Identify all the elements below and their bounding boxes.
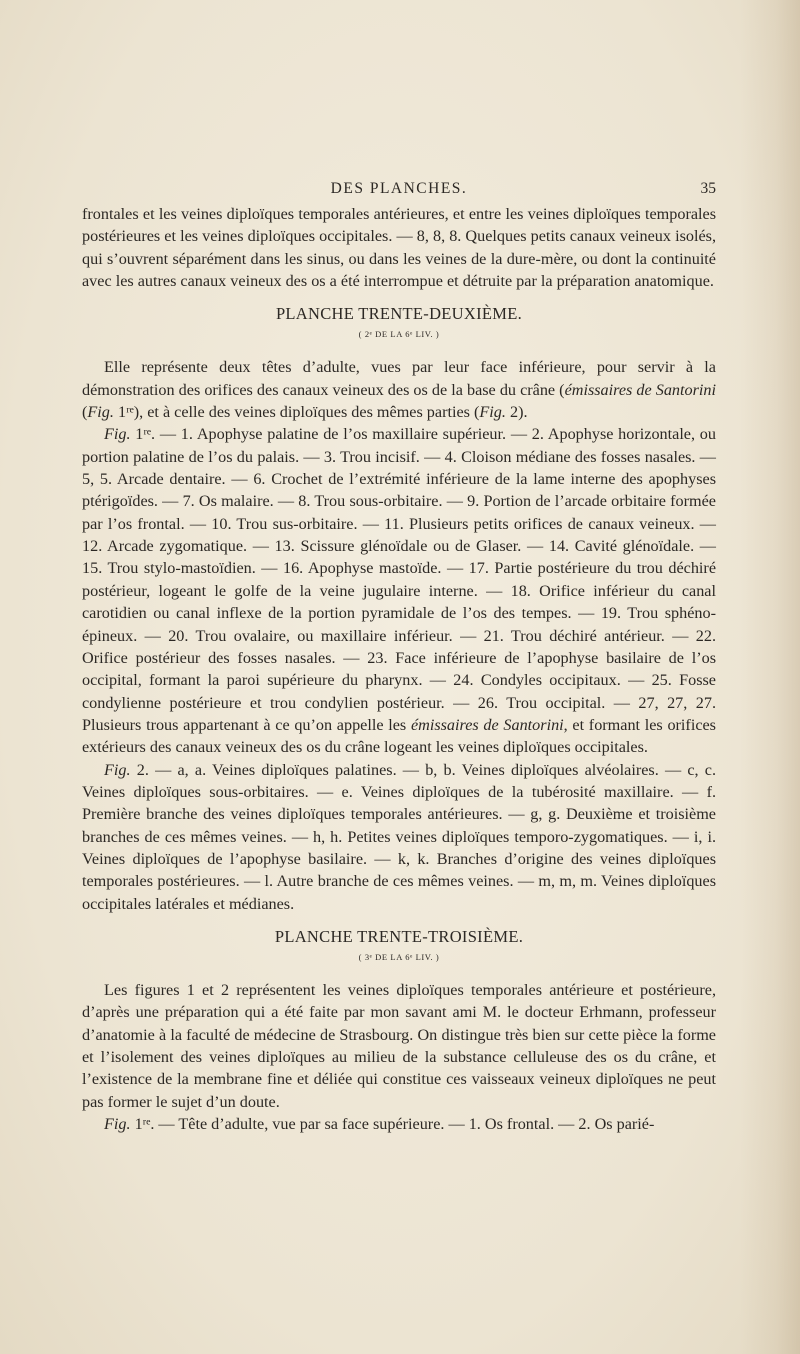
plate-33-heading: PLANCHE TRENTE-TROISIÈME. bbox=[274, 926, 524, 946]
plate-32-subnote: ( 2ᵉ DE LA 6ᵉ LIV. ) bbox=[358, 329, 440, 340]
text-run: 2). bbox=[505, 403, 528, 422]
text-run: Elle représente deux têtes d’adulte, vues par leur face inférieure, pour servir à la démonstration des orifices des canaux veineux des os de la base du crâne ( bbox=[82, 358, 716, 399]
page-number: 35 bbox=[700, 180, 716, 197]
fig-label: Fig. bbox=[479, 403, 506, 422]
text-run: 1ʳᵉ), et à celle des veines diploïques des mêmes parties ( bbox=[113, 403, 480, 422]
fig-label: Fig. bbox=[104, 1115, 131, 1134]
running-header bbox=[82, 178, 716, 200]
plate-32-fig2-legend bbox=[82, 759, 716, 915]
plate-33-description: Les figures 1 et 2 représentent les veines diploïques temporales antérieure et postérieure, d’après une préparation qui a été faite par mon savant ami M. le docteur Erhmann, professeur d’anatomie à la faculté de médecine de Strasbourg. On distingue très bien sur cette pièce la forme et l’isolement des veines diploïques au milieu de la substance celluleuse des os du crâne, et l’existence de la membrane fine et déliée qui constitue ces vaisseaux veineux diploïques ne peut pas former le sujet d’un doute. bbox=[82, 980, 716, 1111]
plate-33-subnote: ( 3ᵉ DE LA 6ᵉ LIV. ) bbox=[358, 951, 440, 962]
text-run: 2. — a, a. Veines diploïques palatines. — b, b. Veines diploïques alvéolaires. — c, c. Veines diploïques sous-orbitaires. — e. Veines diploïques de la tubérosité maxillaire. — f. Première branche des veines diploïques temporales antérieures. — g, g. Deuxième et troisième branches de ces mêmes veines. — h, h. Petites veines diploïques temporo-zygomatiques. — i, i. Veines diploïques de l’apophyse basilaire. — k, k. Branches d’origine des veines diploïques temporales postérieures. — l. Autre branche de ces mêmes veines. — m, m, m. Veines diploïques occipitales latérales et médianes. bbox=[82, 760, 716, 913]
fig-label: Fig. bbox=[104, 760, 131, 779]
fig-label: Fig. bbox=[104, 425, 131, 444]
plate-33-fig1-legend bbox=[82, 1113, 716, 1135]
running-title: DES PLANCHES. bbox=[330, 180, 468, 197]
plate-32-fig1-legend bbox=[82, 423, 716, 758]
page-content bbox=[82, 178, 716, 1135]
text-run: , et formant les orifices extérieurs des canaux veineux des os du crâne logeant les veines diploïques occipitales. bbox=[82, 715, 716, 757]
text-run: 1ʳᵉ. — 1. Apophyse palatine de l’os maxillaire supérieur. — 2. Apophyse horizontale, ou portion palatine de l’os du palais. — 3. Trou incisif. — 4. Cloison médiane des fosses nasales. — 5, 5. Arcade dentaire. — 6. Crochet de l’extrémité inférieure de la lame interne des apophyses ptérigoïdes. — 7. Os malaire. — 8. Trou sous-orbitaire. — 9. Portion de l’arcade orbitaire formée par l’os frontal. — 10. Trou sus-orbitaire. — 11. Plusieurs petits orifices de canaux veineux. — 12. Arcade zygomatique. — 13. Scissure glénoïdale ou de Glaser. — 14. Cavité glénoïdale. — 15. Trou stylo-mastoïdien. — 16. Apophyse mastoïde. — 17. Partie postérieure du trou déchiré postérieur, logeant le golfe de la veine jugulaire interne. — 18. Orifice inférieur du canal carotidien ou canal inflexe de la portion pyramidale de l’os des tempes. — 19. Trou sphéno-épineux. — 20. Trou ovalaire, ou maxillaire inférieur. — 21. Trou déchiré antérieur. — 22. Orifice postérieur des fosses nasales. — 23. Face inférieure de l’apophyse basilaire de l’os occipital, formant la paroi supérieure du pharynx. — 24. Condyles occipitaux. — 25. Fosse condylienne postérieure et trou condylien postérieur. — 26. Trou occipital. — 27, 27, 27. Plusieurs trous appartenant à ce qu’on appelle les bbox=[82, 425, 716, 734]
fig-label: Fig. bbox=[87, 403, 114, 422]
page-fold-shadow bbox=[740, 0, 800, 1354]
intro-paragraph: frontales et les veines diploïques temporales antérieures, et entre les veines diploïques temporales postérieures et les veines diploïques occipitales. — 8, 8, 8. Quelques petits canaux veineux isolés, qui s’ouvrent séparément dans les sinus, ou dans les veines de la dure-mère, ou dont la continuité avec les autres canaux veineux des os a été interrompue et détruite par la préparation anatomique. bbox=[82, 205, 716, 291]
plate-32-description bbox=[82, 356, 716, 423]
text-run: ( bbox=[82, 403, 88, 422]
plate-32-heading: PLANCHE TRENTE-DEUXIÈME. bbox=[275, 304, 523, 324]
italic-term: émissaires de Santorini bbox=[410, 715, 564, 734]
text-run: 1ʳᵉ. — Tête d’adulte, vue par sa face supérieure. — 1. Os frontal. — 2. Os parié- bbox=[130, 1115, 655, 1134]
italic-term: émissaires de Santorini bbox=[564, 380, 716, 399]
